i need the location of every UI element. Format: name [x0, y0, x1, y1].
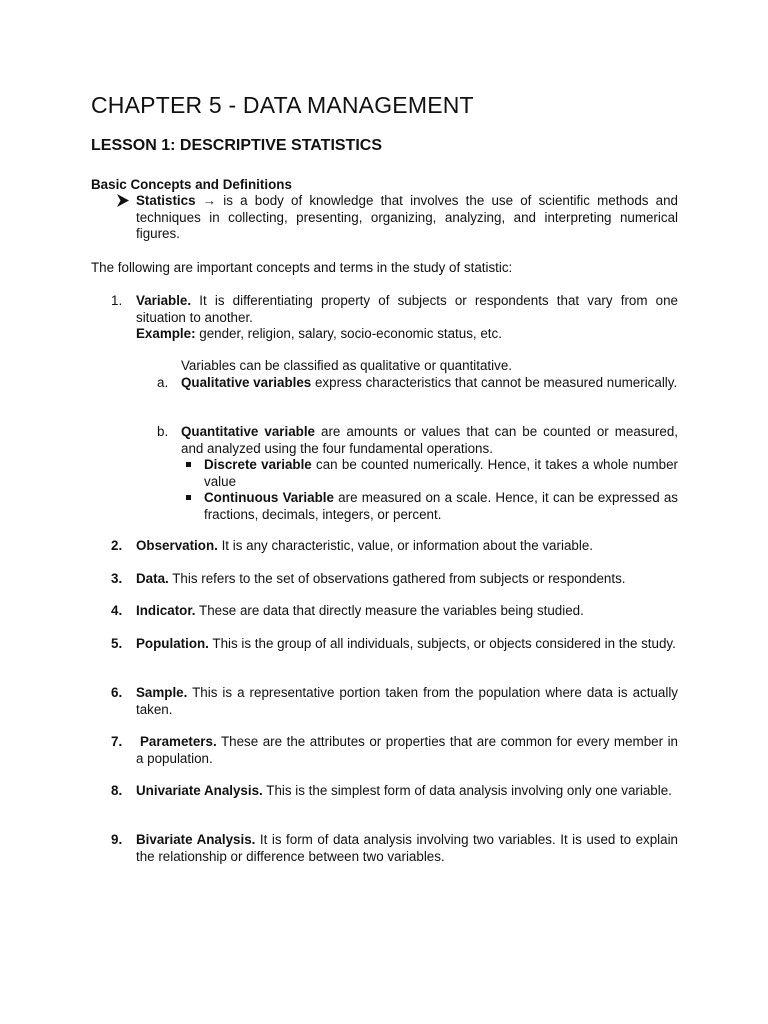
item-number: 7.	[111, 734, 123, 749]
sub-item-qualitative	[91, 375, 678, 392]
sub-item-term: Quantitative variable	[181, 424, 316, 439]
item-text: It is form of data analysis involving two variables. It is used to explain the relationship or difference between two variables.	[136, 832, 679, 864]
item-body	[136, 603, 678, 620]
item-body	[136, 571, 678, 588]
section-heading: Basic Concepts and Definitions	[91, 177, 292, 192]
item-body	[136, 685, 678, 718]
statistics-definition	[91, 193, 678, 243]
item-text: These are data that directly measure the variables being studied.	[195, 603, 584, 618]
bullet-text: can be counted numerically. Hence, it takes a whole number value	[204, 457, 678, 489]
bullet-body	[204, 457, 678, 490]
item-body	[136, 832, 678, 865]
item-term: Sample.	[136, 685, 188, 700]
square-bullet-icon	[186, 462, 191, 467]
lesson-title: LESSON 1: DESCRIPTIVE STATISTICS	[91, 137, 382, 154]
sub-item-text: express characteristics that cannot be measured numerically.	[311, 375, 678, 390]
statistics-definition-text	[136, 193, 678, 243]
sub-item-body	[181, 375, 678, 392]
item-term: Observation.	[136, 538, 218, 553]
item-number: 4.	[111, 603, 123, 618]
sub-item-term: Qualitative variables	[181, 375, 312, 390]
arrowhead-bullet-icon	[117, 194, 129, 207]
definition-arrow: →	[202, 193, 217, 208]
list-item-bivariate	[91, 832, 678, 865]
example-text: gender, religion, salary, socio-economic status, etc.	[195, 326, 502, 341]
item-body	[136, 734, 678, 767]
bullet-continuous	[91, 490, 678, 523]
item-term: Indicator.	[136, 603, 196, 618]
item-body	[136, 636, 678, 653]
list-item-observation	[91, 538, 678, 555]
item-number: 2.	[111, 538, 123, 553]
bullet-term: Discrete variable	[204, 457, 312, 472]
list-item-sample	[91, 685, 678, 718]
item-text: This is the simplest form of data analysis involving only one variable.	[262, 783, 672, 798]
list-item-population	[91, 636, 678, 653]
statistics-term: Statistics	[136, 193, 196, 208]
item-number: 8.	[111, 783, 123, 798]
item-body	[136, 783, 678, 800]
example-label: Example:	[136, 326, 196, 341]
item-number: 1.	[111, 293, 123, 308]
item-body	[136, 538, 678, 555]
list-item-parameters	[91, 734, 678, 767]
sub-item-body	[181, 424, 678, 457]
bullet-term: Continuous Variable	[204, 490, 334, 505]
bullet-text: are measured on a scale. Hence, it can be expressed as fractions, decimals, integers, or percent.	[204, 490, 678, 522]
sub-item-text: are amounts or values that can be counted or measured, and analyzed using the four fundamental operations.	[181, 424, 678, 456]
item-number: 3.	[111, 571, 123, 586]
item-term: Bivariate Analysis.	[136, 832, 256, 847]
item-number: 6.	[111, 685, 123, 700]
item-number: 9.	[111, 832, 123, 847]
list-item-univariate	[91, 783, 678, 800]
item-term: Data.	[136, 571, 169, 586]
item-term: Parameters.	[140, 734, 217, 749]
item-text: This is the group of all individuals, subjects, or objects considered in the study.	[208, 636, 676, 651]
intro-line: The following are important concepts and terms in the study of statistic:	[91, 260, 513, 275]
variable-classification	[91, 358, 678, 375]
item-text: This refers to the set of observations gathered from subjects or respondents.	[168, 571, 626, 586]
sub-item-letter: a.	[157, 375, 169, 390]
list-item-indicator	[91, 603, 678, 620]
sub-item-quantitative	[91, 424, 678, 457]
list-item-variable	[91, 293, 678, 343]
chapter-title: CHAPTER 5 - DATA MANAGEMENT	[91, 92, 474, 118]
statistics-text: is a body of knowledge that involves the use of scientific methods and techniques in collecting, presenting, organizing, analyzing, and interpreting numerical figures.	[136, 193, 678, 241]
sub-item-letter: b.	[157, 424, 169, 439]
item-term: Univariate Analysis.	[136, 783, 263, 798]
item-text: These are the attributes or properties that are common for every member in a population.	[136, 734, 678, 766]
item-text: It is any characteristic, value, or information about the variable.	[217, 538, 593, 553]
item-body	[136, 293, 678, 343]
item-text: This is a representative portion taken from the population where data is actually taken.	[136, 685, 678, 717]
item-term: Variable.	[136, 293, 192, 308]
item-number: 5.	[111, 636, 123, 651]
square-bullet-icon	[186, 495, 191, 500]
bullet-discrete	[91, 457, 678, 490]
list-item-data	[91, 571, 678, 588]
item-term: Population.	[136, 636, 209, 651]
bullet-body	[204, 490, 678, 523]
classification-text: Variables can be classified as qualitative or quantitative.	[181, 358, 512, 373]
item-text: It is differentiating property of subjects or respondents that vary from one situation to another.	[136, 293, 678, 325]
